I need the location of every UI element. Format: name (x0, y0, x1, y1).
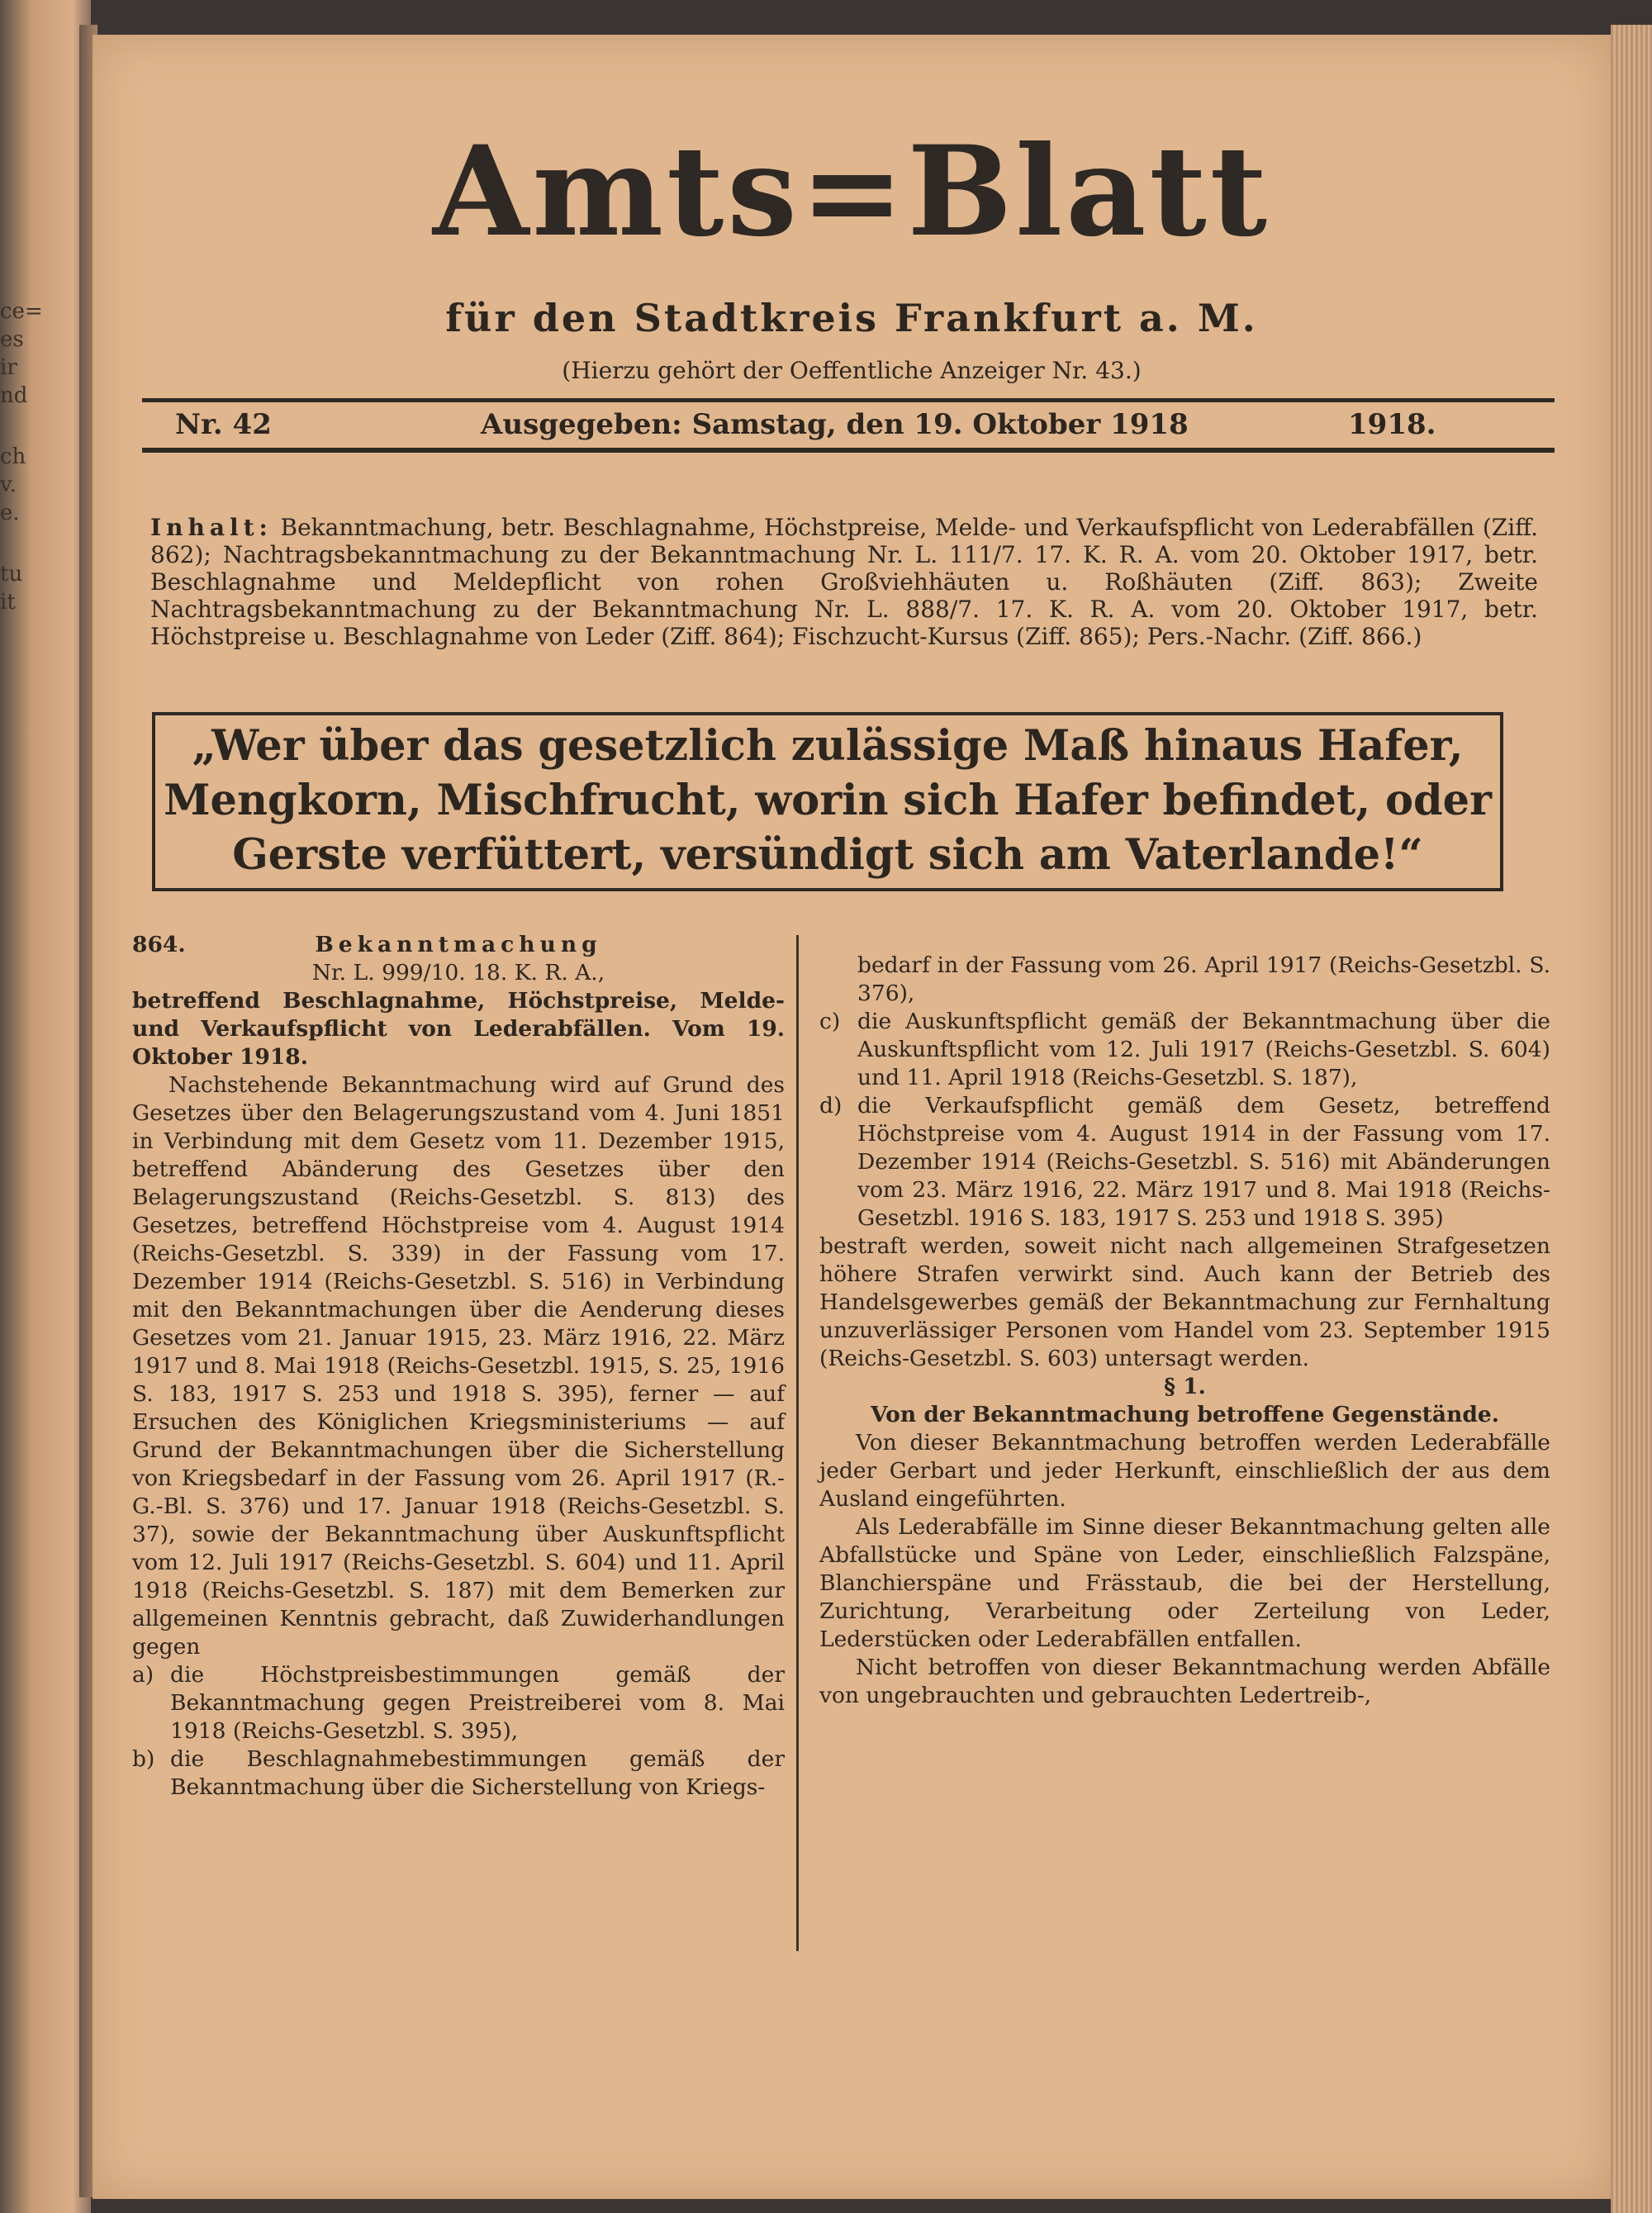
issue-date: Ausgegeben: Samstag, den 19. Oktober 1918 (481, 408, 1189, 441)
notice-subject: betreffend Beschlagnahme, Höchstpreise, Melde- und Verkaufspflicht von Lederabfällen. Vom 19. Oktober 1918. (132, 988, 785, 1070)
page-edges (1611, 25, 1652, 2213)
item-text: die Auskunftspflicht gemäß der Bekanntmachung über die Auskunftspflicht vom 12. Juli 1917 (Reichs-Gesetzbl. S. 604) und 11. April 1918 (Reichs-Gesetzbl. S. 187), (857, 1009, 1550, 1090)
masthead-subtitle: für den Stadtkreis Frankfurt a. M. (445, 296, 1258, 340)
item-text: die Verkaufspflicht gemäß dem Gesetz, betreffend Höchstpreise vom 4. August 1914 in der Fassung vom 17. Dezember 1914 (Reichs-Gesetzbl. S. 516) mit Abänderungen vom 23. März 1916, 22. März 1917 und 8. Mai 1918 (Reichs-Gesetzbl. 1916 S. 183, 1917 S. 253 und 1918 S. 395) (857, 1093, 1550, 1231)
notice-number: 864. (132, 932, 186, 957)
list-item (819, 1008, 1550, 1092)
item-label: d) (819, 1093, 843, 1118)
item-label: c) (819, 1009, 841, 1034)
margin-fragment: v. (0, 473, 17, 497)
list-item (132, 1745, 785, 1802)
margin-fragment: ch (0, 444, 26, 469)
list-item (819, 1092, 1550, 1232)
margin-fragment: tu (0, 562, 23, 586)
masthead-title: Amts=Blatt (432, 119, 1271, 264)
margin-fragment: ir (0, 355, 17, 380)
notice-reference: Nr. L. 999/10. 18. K. R. A., (311, 960, 605, 985)
section-number: § 1. (1164, 1374, 1206, 1399)
previous-page-margin (0, 297, 43, 616)
paragraph: Nicht betroffen von dieser Bekanntmachung werden Abfälle von ungebrauchten und gebrauchten Ledertreib-, (819, 1655, 1550, 1708)
issue-number: Nr. 42 (175, 408, 272, 441)
slogan-banner: „Wer über das gesetzlich zulässige Maß hinaus Hafer, Mengkorn, Mischfrucht, worin sich Hafer befindet, oder Gerste verfüttert, versündigt sich am Vaterlande!“ (152, 712, 1503, 891)
penalty-text: bestraft werden, soweit nicht nach allgemeinen Strafgesetzen höhere Strafen verwirkt sind. Auch kann der Betrieb des Handelsgewerbes gemäß der Bekanntmachung zur Fernhaltung unzuverlässiger Personen vom Handel vom 23. September 1915 (Reichs-Gesetzbl. S. 603) untersagt werden. (819, 1233, 1550, 1371)
column-divider (796, 935, 799, 1951)
margin-fragment: e. (0, 501, 20, 525)
paragraph: Von dieser Bekanntmachung betroffen werden Lederabfälle jeder Gerbart und jeder Herkunft, einschließlich der aus dem Ausland eingeführten. (819, 1430, 1550, 1512)
margin-fragment: it (0, 590, 16, 615)
notice-body: Nachstehende Bekanntmachung wird auf Grund des Gesetzes über den Belagerungszustand vom 4. Juni 1851 in Verbindung mit dem Gesetz vom 11. Dezember 1915, betreffend Abänderung des Gesetzes über den Belagerungszustand (Reichs-Gesetzbl. S. 813) des Gesetzes, betreffend Höchstpreise vom 4. August 1914 (Reichs-Gesetzbl. S. 339) in der Fassung vom 17. Dezember 1914 (Reichs-Gesetzbl. S. 516) in Verbindung mit den Bekanntmachungen über die Aenderung dieses Gesetzes vom 21. Januar 1915, 23. März 1916, 22. März 1917 und 8. Mai 1918 (Reichs-Gesetzbl. 1915, S. 25, 1916 S. 183, 1917 S. 253 und 1918 S. 395), ferner — auf Ersuchen des Königlichen Kriegsministeriums — auf Grund der Bekanntmachungen über die Sicherstellung von Kriegsbedarf in der Fassung vom 26. April 1917 (R.-G.-Bl. S. 376) und 17. Januar 1918 (Reichs-Gesetzbl. S. 37), sowie der Bekanntmachung über Auskunftspflicht vom 12. Juli 1917 (Reichs-Gesetzbl. S. 604) und 11. April 1918 (Reichs-Gesetzbl. S. 187) mit dem Bemerken zur allgemeinen Kenntnis gebracht, daß Zuwiderhandlungen gegen (132, 1072, 785, 1660)
header-rule-top (142, 398, 1555, 402)
right-column (819, 952, 1550, 1710)
margin-gap (0, 410, 23, 443)
margin-fragment: ce= (0, 299, 43, 324)
item-text: die Höchstpreisbestimmungen gemäß der Bekanntmachung gegen Preistreiberei vom 8. Mai 1918 (Reichs-Gesetzbl. S. 395), (170, 1662, 785, 1744)
margin-gap (0, 527, 23, 560)
item-text: die Beschlagnahmebestimmungen gemäß der Bekanntmachung über die Sicherstellung von Kriegs- (170, 1746, 785, 1800)
supplement-note: (Hierzu gehört der Oeffentliche Anzeiger Nr. 43.) (562, 357, 1142, 384)
left-column (132, 931, 785, 1802)
paragraph: Als Lederabfälle im Sinne dieser Bekanntmachung gelten alle Abfallstücke und Späne von Leder, einschließlich Falzspäne, Blanchierspäne und Frässtaub, die bei der Herstellung, Zurichtung, Verarbeitung oder Zerteilung von Leder, Lederstücken oder Lederabfällen entfallen. (819, 1514, 1550, 1652)
section-title: Von der Bekanntmachung betroffene Gegenstände. (871, 1402, 1499, 1427)
newspaper-page (93, 35, 1611, 2199)
header-rule-bottom (142, 448, 1555, 453)
item-label: a) (132, 1662, 154, 1688)
list-item (132, 1661, 785, 1745)
notice-heading-row (132, 931, 785, 959)
issue-year: 1918. (1348, 408, 1436, 441)
margin-fragment: nd (0, 383, 28, 408)
item-label: b) (132, 1746, 155, 1772)
contents-text: Bekanntmachung, betr. Beschlagnahme, Höchstpreise, Melde- und Verkaufspflicht von Lederabfällen (Ziff. 862); Nachtragsbekanntmachung zu der Bekanntmachung Nr. L. 111/7. 17. K. R. A. vom 20. Oktober 1917, betr. Beschlagnahme und Meldepflicht von rohen Großviehhäuten u. Roßhäuten (Ziff. 863); Zweite Nachtragsbekanntmachung zu der Bekanntmachung Nr. L. 888/7. 17. K. R. A. vom 20. Oktober 1917, betr. Höchstpreise u. Beschlagnahme von Leder (Ziff. 864); Fischzucht-Kursus (Ziff. 865); Pers.-Nachr. (Ziff. 866.) (150, 514, 1538, 650)
continued-item-text: bedarf in der Fassung vom 26. April 1917 (Reichs-Gesetzbl. S. 376), (857, 952, 1550, 1006)
contents-label: Inhalt: (150, 514, 273, 541)
table-of-contents (150, 514, 1538, 650)
notice-heading: Bekanntmachung (315, 932, 602, 957)
margin-fragment: es (0, 327, 24, 352)
